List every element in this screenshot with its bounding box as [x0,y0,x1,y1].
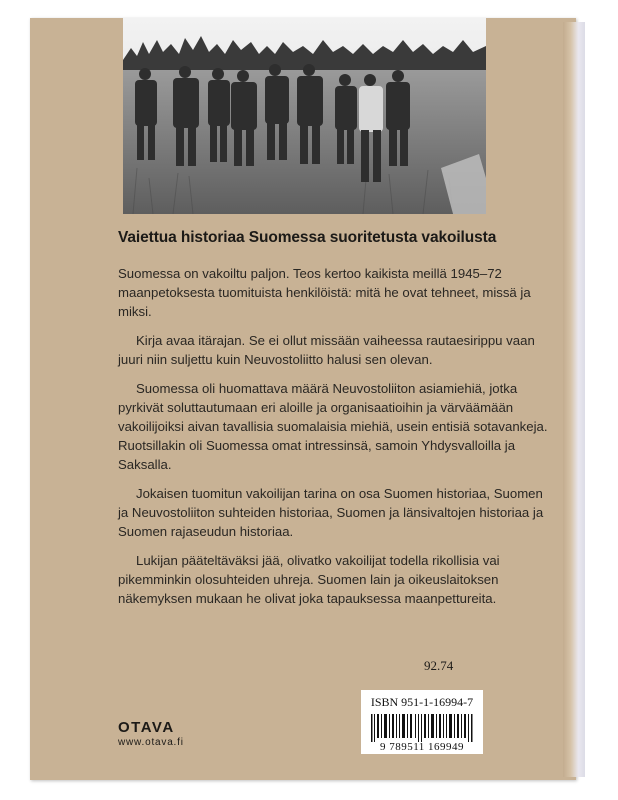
publisher-website: www.otava.fi [118,737,184,748]
blurb-paragraph: Suomessa oli huomattava määrä Neuvostoliiton asiamiehiä, jotka pyrkivät soluttautumaan eri aloille ja organisaatioihin ja värväämään vakoilijoiksi aivan tavallisia suomalaisia miehiä, usein entisiä sotavankeja. Ruotsillakin oli Suomessa omat intressinsä, samoin Yhdysvalloilla ja Saksalla. [118,381,548,472]
publisher-logo: OTAVA [118,719,175,736]
blurb-paragraph: Kirja avaa itärajan. Se ei ollut missään vaiheessa rautaesirippu vaan juuri niin suljettu kuin Neuvostoliitto halusi sen olevan. [118,333,535,367]
blurb-paragraph: Suomessa on vakoiltu paljon. Teos kertoo kaikista meillä 1945–72 maanpetoksesta tuomituista henkilöistä: mitä he ovat tehneet, missä ja miksi. [118,266,531,319]
price-code: 92.74 [424,658,454,673]
isbn-text: ISBN 951-1-16994-7 [370,695,474,709]
cover-photo [123,18,486,214]
headline: Vaiettua historiaa Suomessa suoritetusta vakoilusta [118,229,497,246]
barcode-number: 9 789511 169949 [379,741,465,753]
blurb-paragraph: Jokaisen tuomitun vakoilijan tarina on osa Suomen historiaa, Suomen ja Neuvostoliiton suhteiden historiaa, Suomen ja länsivaltojen historiaa ja Suomen rajaseudun historiaa. [118,486,544,539]
barcode-icon [371,714,473,742]
blurb-text [118,264,548,618]
isbn-barcode-label [361,690,483,754]
book-spine [563,22,585,777]
blurb-paragraph: Lukijan pääteltäväksi jää, olivatko vakoilijat todella rikollisia vai pikemminkin olosuhteiden uhreja. Suomen lain ja oikeuslaitoksen näkemyksen mukaan he olivat joka tapauksessa maanpettureita. [118,553,500,606]
soldiers-field-photo [123,18,486,214]
